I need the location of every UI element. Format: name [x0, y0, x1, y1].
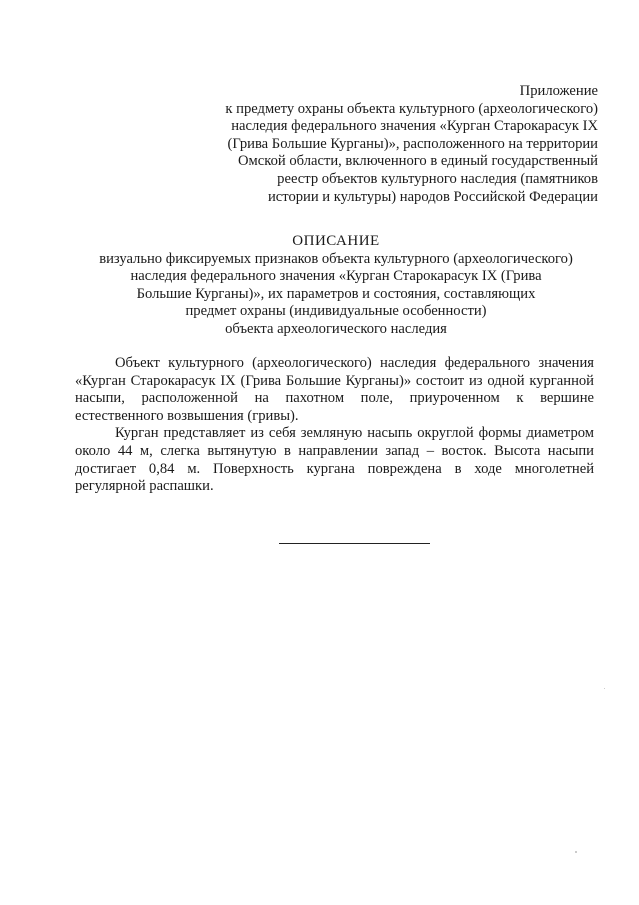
appendix-line: Омской области, включенного в единый государственный	[238, 153, 598, 170]
heading-line: визуально фиксируемых признаков объекта культурного (археологического)	[99, 250, 573, 267]
appendix-line: к предмету охраны объекта культурного (археологического)	[225, 100, 598, 117]
appendix-line: реестр объектов культурного наследия (памятников	[277, 170, 598, 187]
appendix-line: истории и культуры) народов Российской Федерации	[267, 188, 598, 205]
scan-speck	[575, 851, 577, 853]
body-paragraph: Объект культурного (археологического) наследия федерального значения «Курган Старокарасук IX (Грива Большие Курганы)» состоит из одной курганной насыпи, расположенной на пахотном поле, приуроченном к вершине естественного возвышения (гривы).	[75, 355, 594, 424]
body-paragraph: Курган представляет из себя земляную насыпь округлой формы диаметром около 44 м, слегка вытянутую в направлении запад – восток. Высота насыпи достигает 0,84 м. Поверхность кургана повреждена в ходе многолетней регулярной распашки.	[75, 425, 594, 495]
document-title: ОПИСАНИЕ	[292, 233, 380, 249]
document-body	[75, 355, 594, 496]
closing-divider-line	[279, 543, 430, 544]
appendix-line: наследия федерального значения «Курган Старокарасук IX	[231, 118, 598, 135]
appendix-line: (Грива Большие Курганы)», расположенного на территории	[227, 135, 598, 152]
document-heading	[86, 233, 586, 339]
heading-line: наследия федерального значения «Курган Старокарасук IX (Грива	[130, 268, 542, 285]
heading-line: объекта археологического наследия	[225, 320, 447, 337]
heading-line: Большие Курганы)», их параметров и состояния, составляющих	[136, 285, 536, 302]
heading-line: предмет охраны (индивидуальные особенности)	[185, 303, 487, 320]
appendix-header	[178, 83, 598, 206]
appendix-line: Приложение	[519, 83, 598, 99]
scan-speck	[604, 688, 605, 689]
